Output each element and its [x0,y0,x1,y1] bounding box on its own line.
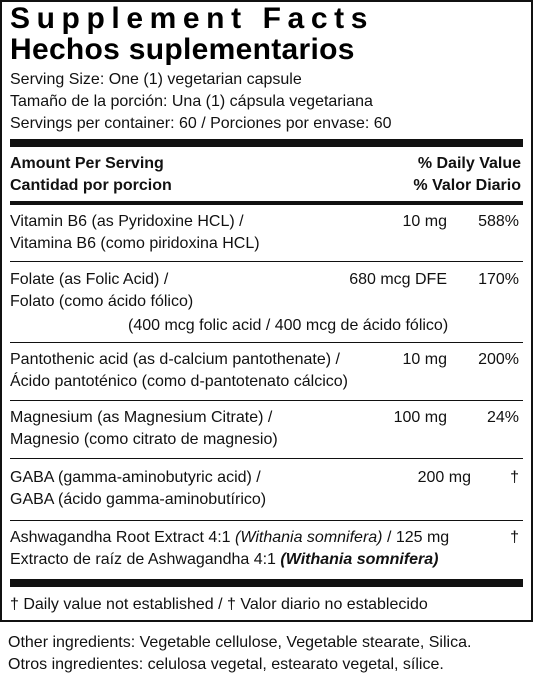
amount-per-serving-header: Amount Per Serving [10,155,164,172]
thick-divider-bottom [10,579,523,587]
row-ashwagandha-es: Extracto de raíz de Ashwagandha 4:1 (Withania somnifera) [10,551,439,568]
row-folate-es: Folato (como ácido fólico) [10,293,194,310]
other-ingredients-en: Other ingredients: Vegetable cellulose, Vegetable stearate, Silica. [8,634,472,651]
row-vitamin-b6-dv: 588% [478,213,519,230]
row-ashwagandha-dv: † [510,529,519,546]
other-ingredients-es: Otros ingredientes: celulosa vegetal, estearato vegetal, sílice. [8,656,444,673]
row-gaba-dv: † [510,469,519,486]
row-pantothenic-amount: 10 mg [402,351,447,368]
thick-divider [10,139,523,147]
row-magnesium-en: Magnesium (as Magnesium Citrate) / [10,409,273,426]
row-folate-dv: 170% [478,271,519,288]
serving-size-en: Serving Size: One (1) vegetarian capsule [10,71,302,88]
row-divider [10,342,523,343]
title-english: Supplement Facts [10,2,374,35]
row-magnesium-dv: 24% [486,409,519,426]
valor-diario-header: % Valor Diario [413,177,521,194]
row-vitamin-b6-es: Vitamina B6 (como piridoxina HCL) [10,235,260,252]
row-magnesium-amount: 100 mg [393,409,447,426]
footnote: † Daily value not established / † Valor diario no establecido [10,596,428,613]
header-divider [10,201,523,205]
row-vitamin-b6-en: Vitamin B6 (as Pyridoxine HCL) / [10,213,244,230]
servings-per-container: Servings per container: 60 / Porciones por envase: 60 [10,115,392,132]
row-gaba-es: GABA (ácido gamma-aminobutírico) [10,491,267,508]
row-vitamin-b6-amount: 10 mg [402,213,447,230]
row-gaba-en: GABA (gamma-aminobutyric acid) / [10,469,261,486]
daily-value-header: % Daily Value [417,155,521,172]
cantidad-header: Cantidad por porcion [10,177,172,194]
row-folate-note: (400 mcg folic acid / 400 mcg de ácido fólico) [128,317,449,334]
row-divider [10,400,523,401]
row-divider [10,520,523,521]
row-divider [10,458,523,459]
serving-size-es: Tamaño de la porción: Una (1) cápsula vegetariana [10,93,373,110]
row-pantothenic-en: Pantothenic acid (as d-calcium pantothenate) / [10,351,340,368]
row-divider [10,261,523,262]
row-magnesium-es: Magnesio (como citrato de magnesio) [10,431,278,448]
row-ashwagandha-en: Ashwagandha Root Extract 4:1 (Withania somnifera) / 125 mg [10,529,450,546]
title-spanish: Hechos suplementarios [10,33,355,66]
row-gaba-amount: 200 mg [417,469,471,486]
row-pantothenic-dv: 200% [478,351,519,368]
row-folate-en: Folate (as Folic Acid) / [10,271,169,288]
row-pantothenic-es: Ácido pantoténico (como d-pantotenato cálcico) [10,373,348,390]
row-folate-amount: 680 mcg DFE [349,271,447,288]
